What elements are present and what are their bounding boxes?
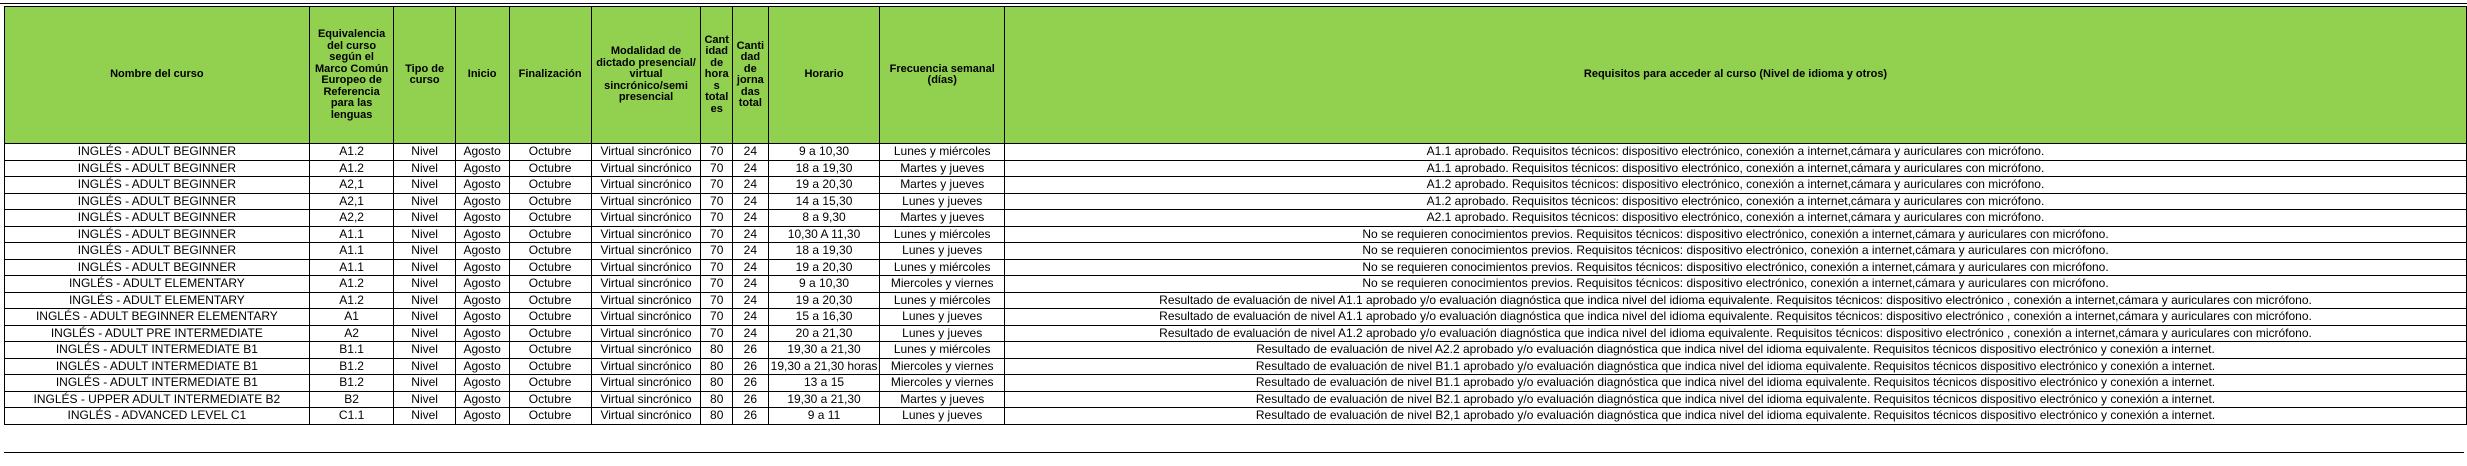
course-name-cell[interactable]: INGLÉS - ADULT PRE INTERMEDIATE — [5, 325, 310, 342]
start-cell[interactable]: Agosto — [455, 177, 509, 194]
sessions-cell[interactable]: 24 — [733, 259, 769, 276]
schedule-cell[interactable]: 13 a 15 — [768, 375, 880, 392]
modality-cell[interactable]: Virtual sincrónico — [591, 325, 701, 342]
sessions-cell[interactable]: 24 — [733, 243, 769, 260]
requirements-cell[interactable]: A1.1 aprobado. Requisitos técnicos: dispositivo electrónico, conexión a internet,cámara y auriculares con micrófono. — [1005, 160, 2467, 177]
modality-cell[interactable]: Virtual sincrónico — [591, 210, 701, 227]
sessions-cell[interactable]: 26 — [733, 342, 769, 359]
table-row — [5, 259, 2467, 276]
col-tipo[interactable]: Tipo de curso — [394, 7, 455, 144]
courses-table — [4, 6, 2467, 425]
requirements-cell[interactable]: A1.2 aprobado. Requisitos técnicos: dispositivo electrónico, conexión a internet,cámara y auriculares con micrófono. — [1005, 193, 2467, 210]
frequency-cell[interactable]: Lunes y jueves — [880, 193, 1005, 210]
cefr-level-cell[interactable]: A1.2 — [309, 276, 394, 293]
requirements-cell[interactable]: A2.1 aprobado. Requisitos técnicos: dispositivo electrónico, conexión a internet,cámara y auriculares con micrófono. — [1005, 210, 2467, 227]
end-cell[interactable]: Octubre — [509, 391, 591, 408]
sheet-bottom-border — [4, 452, 2464, 453]
hours-cell[interactable]: 70 — [701, 210, 733, 227]
sessions-cell[interactable]: 24 — [733, 276, 769, 293]
end-cell[interactable]: Octubre — [509, 276, 591, 293]
col-equivalencia[interactable]: Equivalencia del curso según el Marco Común Europeo de Referencia para las lenguas — [309, 7, 394, 144]
course-type-cell[interactable]: Nivel — [394, 342, 455, 359]
modality-cell[interactable]: Virtual sincrónico — [591, 292, 701, 309]
table-row — [5, 309, 2467, 326]
hours-cell[interactable]: 70 — [701, 144, 733, 161]
frequency-cell[interactable]: Martes y jueves — [880, 210, 1005, 227]
schedule-cell[interactable]: 18 a 19,30 — [768, 243, 880, 260]
sessions-cell[interactable]: 26 — [733, 408, 769, 425]
cefr-level-cell[interactable]: A1.2 — [309, 292, 394, 309]
modality-cell[interactable]: Virtual sincrónico — [591, 309, 701, 326]
start-cell[interactable]: Agosto — [455, 342, 509, 359]
sessions-cell[interactable]: 24 — [733, 309, 769, 326]
sessions-cell[interactable]: 24 — [733, 160, 769, 177]
end-cell[interactable]: Octubre — [509, 292, 591, 309]
col-inicio[interactable]: Inicio — [455, 7, 509, 144]
requirements-cell[interactable]: Resultado de evaluación de nivel A1.2 aprobado y/o evaluación diagnóstica que indica nivel del idioma equivalente. Requisitos técnicos: dispositivo electrónico , conexión a internet,cámara y auriculares con micrófono. — [1005, 325, 2467, 342]
col-horario[interactable]: Horario — [768, 7, 880, 144]
hours-cell[interactable]: 70 — [701, 276, 733, 293]
course-name-cell[interactable]: INGLÉS - ADVANCED LEVEL C1 — [5, 408, 310, 425]
modality-cell[interactable]: Virtual sincrónico — [591, 375, 701, 392]
course-name-cell[interactable]: INGLÉS - ADULT BEGINNER — [5, 144, 310, 161]
modality-cell[interactable]: Virtual sincrónico — [591, 358, 701, 375]
schedule-cell[interactable]: 15 a 16,30 — [768, 309, 880, 326]
course-name-cell[interactable]: INGLÉS - ADULT BEGINNER ELEMENTARY — [5, 309, 310, 326]
modality-cell[interactable]: Virtual sincrónico — [591, 193, 701, 210]
frequency-cell[interactable]: Lunes y jueves — [880, 325, 1005, 342]
cefr-level-cell[interactable]: B1.2 — [309, 358, 394, 375]
table-row — [5, 408, 2467, 425]
hours-cell[interactable]: 80 — [701, 391, 733, 408]
sessions-cell[interactable]: 24 — [733, 177, 769, 194]
cefr-level-cell[interactable]: A2 — [309, 325, 394, 342]
start-cell[interactable]: Agosto — [455, 391, 509, 408]
start-cell[interactable]: Agosto — [455, 358, 509, 375]
col-jornadas[interactable]: Cantidad de jornadas total — [733, 7, 769, 144]
cefr-level-cell[interactable]: A1.2 — [309, 160, 394, 177]
table-row — [5, 391, 2467, 408]
schedule-cell[interactable]: 19,30 a 21,30 — [768, 391, 880, 408]
table-row — [5, 160, 2467, 177]
course-type-cell[interactable]: Nivel — [394, 160, 455, 177]
table-row — [5, 243, 2467, 260]
cefr-level-cell[interactable]: A2,1 — [309, 177, 394, 194]
requirements-cell[interactable]: Resultado de evaluación de nivel B2.1 aprobado y/o evaluación diagnóstica que indica nivel del idioma equivalente. Requisitos técnicos dispositivo electrónico y conexión a internet. — [1005, 391, 2467, 408]
start-cell[interactable]: Agosto — [455, 292, 509, 309]
modality-cell[interactable]: Virtual sincrónico — [591, 243, 701, 260]
sessions-cell[interactable]: 24 — [733, 226, 769, 243]
hours-cell[interactable]: 80 — [701, 375, 733, 392]
cefr-level-cell[interactable]: A1.1 — [309, 259, 394, 276]
table-row — [5, 210, 2467, 227]
hours-cell[interactable]: 80 — [701, 358, 733, 375]
top-edge-strip — [0, 0, 2467, 4]
spreadsheet — [4, 6, 2467, 425]
sessions-cell[interactable]: 24 — [733, 193, 769, 210]
schedule-cell[interactable]: 18 a 19,30 — [768, 160, 880, 177]
sessions-cell[interactable]: 24 — [733, 144, 769, 161]
course-name-cell[interactable]: INGLÉS - ADULT BEGINNER — [5, 193, 310, 210]
table-row — [5, 292, 2467, 309]
schedule-cell[interactable]: 19 a 20,30 — [768, 292, 880, 309]
sessions-cell[interactable]: 24 — [733, 325, 769, 342]
end-cell[interactable]: Octubre — [509, 177, 591, 194]
course-name-cell[interactable]: INGLÉS - ADULT ELEMENTARY — [5, 292, 310, 309]
modality-cell[interactable]: Virtual sincrónico — [591, 160, 701, 177]
start-cell[interactable]: Agosto — [455, 309, 509, 326]
modality-cell[interactable]: Virtual sincrónico — [591, 276, 701, 293]
col-frecuencia[interactable]: Frecuencia semanal (días) — [880, 7, 1005, 144]
requirements-cell[interactable]: A1.1 aprobado. Requisitos técnicos: dispositivo electrónico, conexión a internet,cámara y auriculares con micrófono. — [1005, 144, 2467, 161]
table-row — [5, 325, 2467, 342]
frequency-cell[interactable]: Lunes y miércoles — [880, 292, 1005, 309]
course-type-cell[interactable]: Nivel — [394, 408, 455, 425]
modality-cell[interactable]: Virtual sincrónico — [591, 177, 701, 194]
frequency-cell[interactable]: Martes y jueves — [880, 160, 1005, 177]
cefr-level-cell[interactable]: A2,1 — [309, 193, 394, 210]
sessions-cell[interactable]: 24 — [733, 292, 769, 309]
cefr-level-cell[interactable]: C1.1 — [309, 408, 394, 425]
course-type-cell[interactable]: Nivel — [394, 243, 455, 260]
col-requisitos[interactable]: Requisitos para acceder al curso (Nivel de idioma y otros) — [1005, 7, 2467, 144]
hours-cell[interactable]: 70 — [701, 309, 733, 326]
cefr-level-cell[interactable]: B1.1 — [309, 342, 394, 359]
course-name-cell[interactable]: INGLÉS - ADULT BEGINNER — [5, 210, 310, 227]
sessions-cell[interactable]: 26 — [733, 358, 769, 375]
sessions-cell[interactable]: 24 — [733, 210, 769, 227]
frequency-cell[interactable]: Miercoles y viernes — [880, 276, 1005, 293]
frequency-cell[interactable]: Martes y jueves — [880, 391, 1005, 408]
hours-cell[interactable]: 70 — [701, 160, 733, 177]
end-cell[interactable]: Octubre — [509, 408, 591, 425]
modality-cell[interactable]: Virtual sincrónico — [591, 408, 701, 425]
requirements-cell[interactable]: No se requieren conocimientos previos. Requisitos técnicos: dispositivo electrónico, conexión a internet,cámara y auriculares con micrófono. — [1005, 259, 2467, 276]
cefr-level-cell[interactable]: A1 — [309, 309, 394, 326]
end-cell[interactable]: Octubre — [509, 342, 591, 359]
cefr-level-cell[interactable]: A1.1 — [309, 226, 394, 243]
course-type-cell[interactable]: Nivel — [394, 226, 455, 243]
schedule-cell[interactable]: 9 a 10,30 — [768, 276, 880, 293]
start-cell[interactable]: Agosto — [455, 160, 509, 177]
frequency-cell[interactable]: Lunes y miércoles — [880, 259, 1005, 276]
start-cell[interactable]: Agosto — [455, 375, 509, 392]
end-cell[interactable]: Octubre — [509, 144, 591, 161]
col-finalizacion[interactable]: Finalización — [509, 7, 591, 144]
frequency-cell[interactable]: Lunes y jueves — [880, 408, 1005, 425]
table-row — [5, 193, 2467, 210]
requirements-cell[interactable]: No se requieren conocimientos previos. Requisitos técnicos: dispositivo electrónico, conexión a internet,cámara y auriculares con micrófono. — [1005, 226, 2467, 243]
frequency-cell[interactable]: Martes y jueves — [880, 177, 1005, 194]
requirements-cell[interactable]: A1.2 aprobado. Requisitos técnicos: dispositivo electrónico, conexión a internet,cámara y auriculares con micrófono. — [1005, 177, 2467, 194]
requirements-cell[interactable]: Resultado de evaluación de nivel B1.1 aprobado y/o evaluación diagnóstica que indica nivel del idioma equivalente. Requisitos técnicos dispositivo electrónico y conexión a internet. — [1005, 358, 2467, 375]
cefr-level-cell[interactable]: A2,2 — [309, 210, 394, 227]
course-type-cell[interactable]: Nivel — [394, 292, 455, 309]
table-row — [5, 342, 2467, 359]
end-cell[interactable]: Octubre — [509, 259, 591, 276]
frequency-cell[interactable]: Lunes y miércoles — [880, 226, 1005, 243]
sessions-cell[interactable]: 26 — [733, 391, 769, 408]
frequency-cell[interactable]: Lunes y jueves — [880, 243, 1005, 260]
course-type-cell[interactable]: Nivel — [394, 391, 455, 408]
course-type-cell[interactable]: Nivel — [394, 325, 455, 342]
course-name-cell[interactable]: INGLÉS - ADULT ELEMENTARY — [5, 276, 310, 293]
end-cell[interactable]: Octubre — [509, 358, 591, 375]
end-cell[interactable]: Octubre — [509, 193, 591, 210]
modality-cell[interactable]: Virtual sincrónico — [591, 342, 701, 359]
course-name-cell[interactable]: INGLÉS - ADULT BEGINNER — [5, 226, 310, 243]
requirements-cell[interactable]: Resultado de evaluación de nivel A2.2 aprobado y/o evaluación diagnóstica que indica nivel del idioma equivalente. Requisitos técnicos dispositivo electrónico y conexión a internet. — [1005, 342, 2467, 359]
course-type-cell[interactable]: Nivel — [394, 259, 455, 276]
requirements-cell[interactable]: No se requieren conocimientos previos. Requisitos técnicos: dispositivo electrónico, conexión a internet,cámara y auriculares con micrófono. — [1005, 243, 2467, 260]
modality-cell[interactable]: Virtual sincrónico — [591, 226, 701, 243]
table-row — [5, 226, 2467, 243]
hours-cell[interactable]: 70 — [701, 325, 733, 342]
course-type-cell[interactable]: Nivel — [394, 358, 455, 375]
start-cell[interactable]: Agosto — [455, 243, 509, 260]
start-cell[interactable]: Agosto — [455, 276, 509, 293]
course-type-cell[interactable]: Nivel — [394, 210, 455, 227]
table-row — [5, 177, 2467, 194]
course-type-cell[interactable]: Nivel — [394, 276, 455, 293]
end-cell[interactable]: Octubre — [509, 325, 591, 342]
hours-cell[interactable]: 70 — [701, 226, 733, 243]
frequency-cell[interactable]: Lunes y miércoles — [880, 342, 1005, 359]
start-cell[interactable]: Agosto — [455, 193, 509, 210]
start-cell[interactable]: Agosto — [455, 408, 509, 425]
course-name-cell[interactable]: INGLÉS - ADULT INTERMEDIATE B1 — [5, 358, 310, 375]
course-name-cell[interactable]: INGLÉS - UPPER ADULT INTERMEDIATE B2 — [5, 391, 310, 408]
requirements-cell[interactable]: Resultado de evaluación de nivel B1.1 aprobado y/o evaluación diagnóstica que indica nivel del idioma equivalente. Requisitos técnicos dispositivo electrónico y conexión a internet. — [1005, 375, 2467, 392]
requirements-cell[interactable]: No se requieren conocimientos previos. Requisitos técnicos: dispositivo electrónico, conexión a internet,cámara y auriculares con micrófono. — [1005, 276, 2467, 293]
sessions-cell[interactable]: 26 — [733, 375, 769, 392]
end-cell[interactable]: Octubre — [509, 160, 591, 177]
modality-cell[interactable]: Virtual sincrónico — [591, 259, 701, 276]
start-cell[interactable]: Agosto — [455, 259, 509, 276]
frequency-cell[interactable]: Miercoles y viernes — [880, 358, 1005, 375]
schedule-cell[interactable]: 10,30 A 11,30 — [768, 226, 880, 243]
hours-cell[interactable]: 70 — [701, 243, 733, 260]
schedule-cell[interactable]: 14 a 15,30 — [768, 193, 880, 210]
schedule-cell[interactable]: 9 a 10,30 — [768, 144, 880, 161]
modality-cell[interactable]: Virtual sincrónico — [591, 144, 701, 161]
hours-cell[interactable]: 70 — [701, 177, 733, 194]
start-cell[interactable]: Agosto — [455, 144, 509, 161]
hours-cell[interactable]: 70 — [701, 292, 733, 309]
requirements-cell[interactable]: Resultado de evaluación de nivel A1.1 aprobado y/o evaluación diagnóstica que indica nivel del idioma equivalente. Requisitos técnicos: dispositivo electrónico , conexión a internet,cámara y auriculares con micrófono. — [1005, 309, 2467, 326]
requirements-cell[interactable]: Resultado de evaluación de nivel B2,1 aprobado y/o evaluación diagnóstica que indica nivel del idioma equivalente. Requisitos técnicos dispositivo electrónico y conexión a internet. — [1005, 408, 2467, 425]
hours-cell[interactable]: 70 — [701, 193, 733, 210]
end-cell[interactable]: Octubre — [509, 210, 591, 227]
start-cell[interactable]: Agosto — [455, 325, 509, 342]
table-row — [5, 358, 2467, 375]
requirements-cell[interactable]: Resultado de evaluación de nivel A1.1 aprobado y/o evaluación diagnóstica que indica nivel del idioma equivalente. Requisitos técnicos: dispositivo electrónico , conexión a internet,cámara y auriculares con micrófono. — [1005, 292, 2467, 309]
cefr-level-cell[interactable]: B1.2 — [309, 375, 394, 392]
table-row — [5, 276, 2467, 293]
table-row — [5, 375, 2467, 392]
schedule-cell[interactable]: 8 a 9,30 — [768, 210, 880, 227]
hours-cell[interactable]: 80 — [701, 342, 733, 359]
start-cell[interactable]: Agosto — [455, 226, 509, 243]
schedule-cell[interactable]: 19 a 20,30 — [768, 259, 880, 276]
course-type-cell[interactable]: Nivel — [394, 193, 455, 210]
col-nombre[interactable]: Nombre del curso — [5, 7, 310, 144]
course-name-cell[interactable]: INGLÉS - ADULT INTERMEDIATE B1 — [5, 375, 310, 392]
schedule-cell[interactable]: 9 a 11 — [768, 408, 880, 425]
end-cell[interactable]: Octubre — [509, 243, 591, 260]
course-name-cell[interactable]: INGLÉS - ADULT INTERMEDIATE B1 — [5, 342, 310, 359]
frequency-cell[interactable]: Lunes y jueves — [880, 309, 1005, 326]
modality-cell[interactable]: Virtual sincrónico — [591, 391, 701, 408]
end-cell[interactable]: Octubre — [509, 309, 591, 326]
hours-cell[interactable]: 70 — [701, 259, 733, 276]
frequency-cell[interactable]: Miercoles y viernes — [880, 375, 1005, 392]
schedule-cell[interactable]: 19 a 20,30 — [768, 177, 880, 194]
course-name-cell[interactable]: INGLÉS - ADULT BEGINNER — [5, 243, 310, 260]
header-row — [5, 7, 2467, 144]
course-name-cell[interactable]: INGLÉS - ADULT BEGINNER — [5, 259, 310, 276]
col-horas[interactable]: Cantidad de horas totales — [701, 7, 733, 144]
course-type-cell[interactable]: Nivel — [394, 375, 455, 392]
end-cell[interactable]: Octubre — [509, 375, 591, 392]
end-cell[interactable]: Octubre — [509, 226, 591, 243]
hours-cell[interactable]: 80 — [701, 408, 733, 425]
schedule-cell[interactable]: 19,30 a 21,30 — [768, 342, 880, 359]
schedule-cell[interactable]: 19,30 a 21,30 horas — [768, 358, 880, 375]
frequency-cell[interactable]: Lunes y miércoles — [880, 144, 1005, 161]
start-cell[interactable]: Agosto — [455, 210, 509, 227]
course-type-cell[interactable]: Nivel — [394, 177, 455, 194]
course-type-cell[interactable]: Nivel — [394, 309, 455, 326]
schedule-cell[interactable]: 20 a 21,30 — [768, 325, 880, 342]
cefr-level-cell[interactable]: A1.1 — [309, 243, 394, 260]
course-name-cell[interactable]: INGLÉS - ADULT BEGINNER — [5, 160, 310, 177]
course-name-cell[interactable]: INGLÉS - ADULT BEGINNER — [5, 177, 310, 194]
col-modalidad[interactable]: Modalidad de dictado presencial/ virtual sincrónico/semi presencial — [591, 7, 701, 144]
cefr-level-cell[interactable]: B2 — [309, 391, 394, 408]
table-row — [5, 144, 2467, 161]
course-type-cell[interactable]: Nivel — [394, 144, 455, 161]
cefr-level-cell[interactable]: A1.2 — [309, 144, 394, 161]
